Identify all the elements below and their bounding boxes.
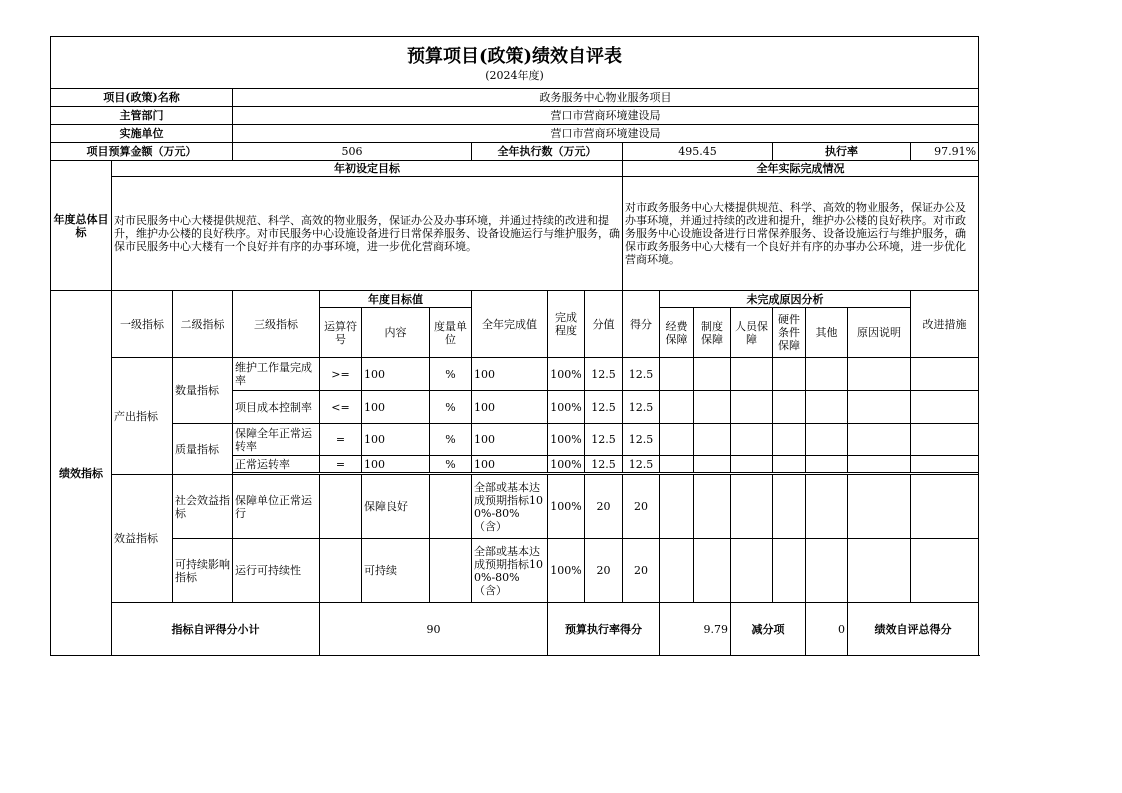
cell-completion: 100% bbox=[548, 456, 585, 473]
cell-unit: % bbox=[430, 424, 472, 456]
perf-section-label: 绩效指标 bbox=[51, 291, 112, 656]
deduct-value: 0 bbox=[806, 603, 848, 656]
dept-value: 营口市营商环境建设局 bbox=[233, 107, 979, 125]
hdr-full-year-value: 全年完成值 bbox=[472, 291, 548, 358]
cell-unit: % bbox=[430, 358, 472, 391]
cell-score: 12.5 bbox=[623, 358, 660, 391]
cell-l3: 保障单位正常运行 bbox=[233, 475, 320, 539]
cell-value: 100 bbox=[472, 456, 548, 473]
goal-initial-header: 年初设定目标 bbox=[112, 161, 623, 177]
cell-score: 20 bbox=[623, 475, 660, 539]
budget-rate-label: 预算执行率得分 bbox=[548, 603, 660, 656]
cell-completion: 100% bbox=[548, 539, 585, 603]
cell-content: 可持续 bbox=[362, 539, 430, 603]
hdr-annual-target: 年度目标值 bbox=[320, 291, 472, 308]
cell-op bbox=[320, 539, 362, 603]
goal-header-row bbox=[51, 161, 979, 177]
goal-actual-text: 对市政务服务中心大楼提供规范、科学、高效的物业服务，保证办公及办事环境，并通过持续的改进和提升，维护办公楼的良好秩序。对市政务服务中心设施设备进行日常保养服务、设备设施运行与维护服务，确保市政务服务中心大楼有一个良好并有序的办事办公环境，进一步优化营商环境。 bbox=[623, 177, 979, 291]
cell-unit bbox=[430, 475, 472, 539]
hdr-reasons: 未完成原因分析 bbox=[660, 291, 911, 308]
hdr-r-staff: 人员保障 bbox=[731, 308, 773, 358]
cell-score: 12.5 bbox=[623, 456, 660, 473]
goal-initial-text: 对市民服务中心大楼提供规范、科学、高效的物业服务，保证办公及办事环境，并通过持续的改进和提升，维护办公楼的良好秩序。对市民服务中心设施设备进行日常保养服务、设备设施运行与维护服务，确保市民服务中心大楼有一个良好并有序的办事环境，进一步优化营商环境。 bbox=[112, 177, 623, 291]
exec-label: 全年执行数（万元） bbox=[472, 143, 623, 161]
rate-value: 97.91% bbox=[911, 143, 979, 161]
dept-row bbox=[51, 107, 979, 125]
cell-weight: 20 bbox=[585, 475, 623, 539]
group-quantity: 数量指标 bbox=[173, 358, 233, 424]
deduct-label: 减分项 bbox=[731, 603, 806, 656]
evaluation-table bbox=[50, 36, 979, 656]
hdr-level1: 一级指标 bbox=[112, 291, 173, 358]
rate-label: 执行率 bbox=[773, 143, 911, 161]
cell-op: <= bbox=[320, 391, 362, 424]
budget-label: 项目预算金额（万元） bbox=[51, 143, 233, 161]
title-row bbox=[51, 37, 979, 89]
hdr-content: 内容 bbox=[362, 308, 430, 358]
cell-value: 全部或基本达成预期指标100%-80%（含） bbox=[472, 475, 548, 539]
goal-text-row bbox=[51, 177, 979, 291]
table-row bbox=[51, 358, 979, 391]
hdr-operator: 运算符号 bbox=[320, 308, 362, 358]
hdr-improve: 改进措施 bbox=[911, 291, 979, 358]
cell-op: = bbox=[320, 424, 362, 456]
footer-row bbox=[51, 603, 979, 656]
table-row bbox=[51, 475, 979, 539]
perf-header-row-1 bbox=[51, 291, 979, 308]
hdr-level2: 二级指标 bbox=[173, 291, 233, 358]
cell-op bbox=[320, 475, 362, 539]
cell-unit: % bbox=[430, 456, 472, 473]
cell-content: 100 bbox=[362, 358, 430, 391]
hdr-r-other: 其他 bbox=[806, 308, 848, 358]
cell-l3: 运行可持续性 bbox=[233, 539, 320, 603]
cell-value: 100 bbox=[472, 391, 548, 424]
cell-content: 保障良好 bbox=[362, 475, 430, 539]
hdr-completion: 完成程度 bbox=[548, 291, 585, 358]
hdr-level3: 三级指标 bbox=[233, 291, 320, 358]
cell-l3: 维护工作量完成率 bbox=[233, 358, 320, 391]
goal-actual-header: 全年实际完成情况 bbox=[623, 161, 979, 177]
impl-row bbox=[51, 125, 979, 143]
cell-weight: 12.5 bbox=[585, 424, 623, 456]
table-row bbox=[51, 539, 979, 603]
dept-label: 主管部门 bbox=[51, 107, 233, 125]
goal-section-label: 年度总体目标 bbox=[51, 161, 112, 291]
budget-rate-value: 9.79 bbox=[660, 603, 731, 656]
table-row bbox=[51, 424, 979, 456]
hdr-r-funding: 经费保障 bbox=[660, 308, 694, 358]
budget-value: 506 bbox=[233, 143, 472, 161]
hdr-r-hardware: 硬件条件保障 bbox=[773, 308, 806, 358]
hdr-score-value: 分值 bbox=[585, 291, 623, 358]
project-name-row bbox=[51, 89, 979, 107]
project-name-label: 项目(政策)名称 bbox=[51, 89, 233, 107]
group-sustain: 可持续影响指标 bbox=[173, 539, 233, 603]
group-social: 社会效益指标 bbox=[173, 475, 233, 539]
cell-completion: 100% bbox=[548, 358, 585, 391]
project-name-value: 政务服务中心物业服务项目 bbox=[233, 89, 979, 107]
impl-value: 营口市营商环境建设局 bbox=[233, 125, 979, 143]
cell-score: 12.5 bbox=[623, 391, 660, 424]
hdr-r-system: 制度保障 bbox=[694, 308, 731, 358]
page-subtitle: (2024年度) bbox=[485, 68, 544, 82]
cell-content: 100 bbox=[362, 456, 430, 473]
cell-value: 100 bbox=[472, 424, 548, 456]
cell-completion: 100% bbox=[548, 475, 585, 539]
evaluation-sheet bbox=[50, 36, 978, 656]
hdr-unit: 度量单位 bbox=[430, 308, 472, 358]
group-quality: 质量指标 bbox=[173, 424, 233, 475]
page-title: 预算项目(政策)绩效自评表 bbox=[407, 45, 623, 67]
cell-l3: 项目成本控制率 bbox=[233, 391, 320, 424]
cell-score: 20 bbox=[623, 539, 660, 603]
subtotal-label: 指标自评得分小计 bbox=[112, 603, 320, 656]
cell-l3: 正常运转率 bbox=[233, 456, 320, 473]
cell-op: = bbox=[320, 456, 362, 473]
total-label: 绩效自评总得分 bbox=[848, 603, 979, 656]
cell-completion: 100% bbox=[548, 391, 585, 424]
cell-weight: 20 bbox=[585, 539, 623, 603]
cell-weight: 12.5 bbox=[585, 391, 623, 424]
cell-value: 全部或基本达成预期指标100%-80%（含） bbox=[472, 539, 548, 603]
exec-value: 495.45 bbox=[623, 143, 773, 161]
cell-unit bbox=[430, 539, 472, 603]
cell-value: 100 bbox=[472, 358, 548, 391]
cell-l3: 保障全年正常运转率 bbox=[233, 424, 320, 456]
cell-content: 100 bbox=[362, 424, 430, 456]
cell-weight: 12.5 bbox=[585, 456, 623, 473]
impl-label: 实施单位 bbox=[51, 125, 233, 143]
cell-score: 12.5 bbox=[623, 424, 660, 456]
subtotal-value: 90 bbox=[320, 603, 548, 656]
cell-weight: 12.5 bbox=[585, 358, 623, 391]
group-effect: 效益指标 bbox=[112, 475, 173, 603]
cell-unit: % bbox=[430, 391, 472, 424]
cell-completion: 100% bbox=[548, 424, 585, 456]
group-output: 产出指标 bbox=[112, 358, 173, 475]
cell-content: 100 bbox=[362, 391, 430, 424]
hdr-r-explain: 原因说明 bbox=[848, 308, 911, 358]
cell-op: >= bbox=[320, 358, 362, 391]
hdr-score: 得分 bbox=[623, 291, 660, 358]
budget-row bbox=[51, 143, 979, 161]
